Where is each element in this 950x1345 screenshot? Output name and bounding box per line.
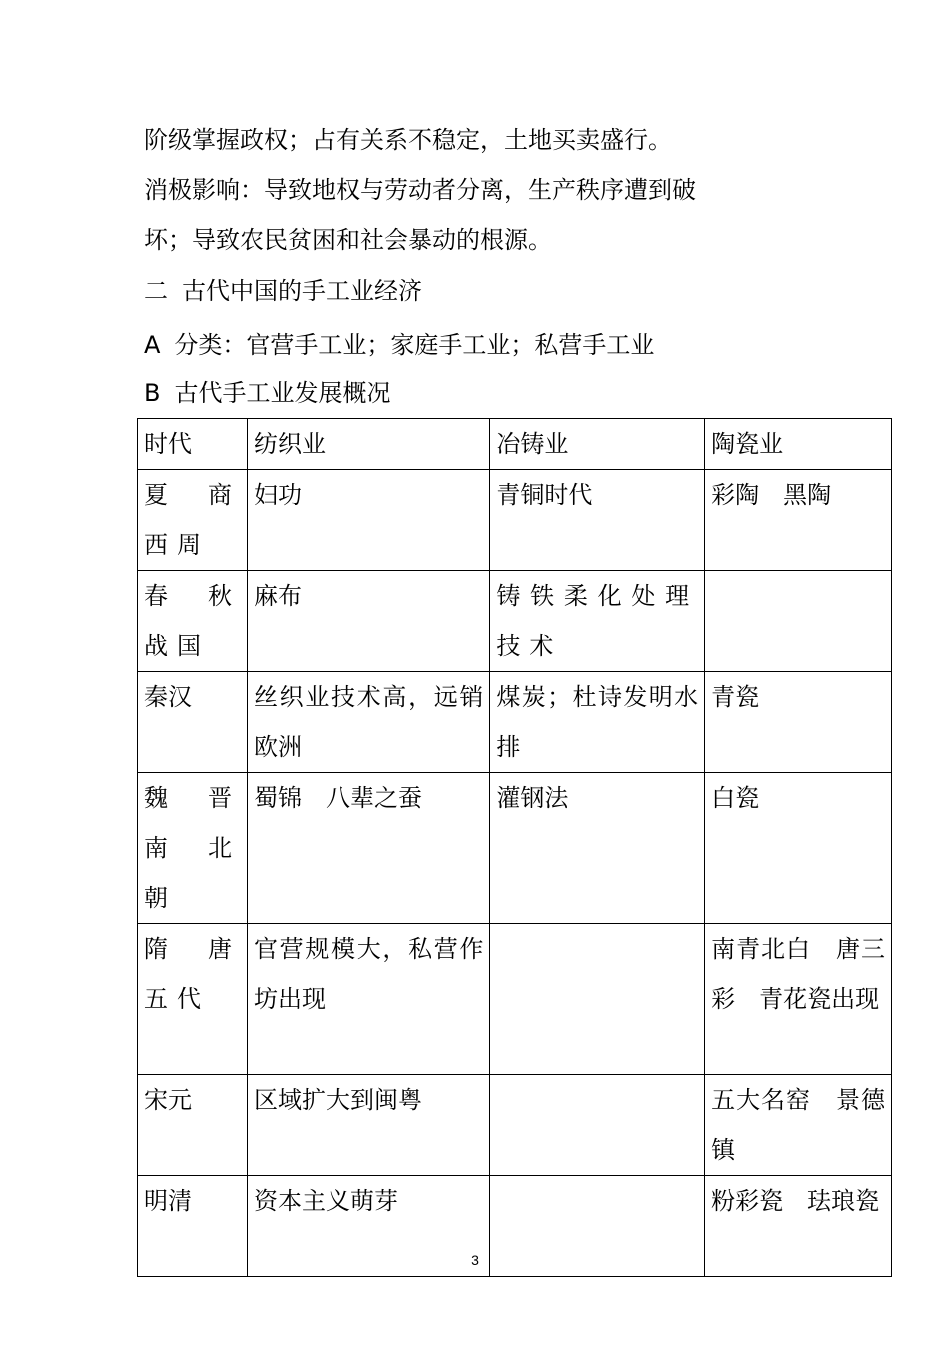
table-cell-era: 隋唐五代	[138, 924, 248, 1075]
item-b	[144, 377, 390, 409]
paragraph-line: 坏；导致农民贫困和社会暴动的根源。	[144, 226, 552, 254]
paragraph-line: 消极影响：导致地权与劳动者分离，生产秩序遭到破	[144, 176, 696, 204]
table-cell-era: 明清	[138, 1176, 248, 1277]
table-cell-era: 魏晋南北朝	[138, 773, 248, 924]
header-cell: 纺织业	[248, 419, 490, 470]
table-cell: 蜀锦 八辈之蚕	[248, 773, 490, 924]
table-header-row	[138, 419, 892, 470]
table-row	[138, 773, 892, 924]
table-cell: 青铜时代	[490, 470, 705, 571]
table-cell	[490, 924, 705, 1075]
page-number: 3	[471, 1252, 479, 1268]
table-cell-era: 春秋战国	[138, 571, 248, 672]
paragraph-line: 阶级掌握政权；占有关系不稳定，土地买卖盛行。	[144, 126, 672, 154]
table-cell-era: 夏商西周	[138, 470, 248, 571]
table-cell: 青瓷	[705, 672, 892, 773]
table-cell-era: 宋元	[138, 1075, 248, 1176]
header-cell: 陶瓷业	[705, 419, 892, 470]
table-cell: 资本主义萌芽	[248, 1176, 490, 1277]
table-cell	[490, 1075, 705, 1176]
table-row	[138, 672, 892, 773]
table-cell: 煤炭；杜诗发明水排	[490, 672, 705, 773]
table-cell: 南青北白 唐三彩 青花瓷出现	[705, 924, 892, 1075]
table-row	[138, 571, 892, 672]
table-cell: 区域扩大到闽粤	[248, 1075, 490, 1176]
table-cell: 粉彩瓷 珐琅瓷	[705, 1176, 892, 1277]
table-cell: 白瓷	[705, 773, 892, 924]
table-row	[138, 1075, 892, 1176]
section-title: 古代中国的手工业经济	[182, 277, 422, 305]
handicraft-table	[137, 418, 892, 1277]
table-cell: 灌钢法	[490, 773, 705, 924]
table-cell: 丝织业技术高，远销欧洲	[248, 672, 490, 773]
section-number: 二	[144, 277, 168, 305]
section-heading	[144, 275, 422, 307]
item-a-text: 分类：官营手工业；家庭手工业；私营手工业	[174, 331, 655, 359]
item-a	[144, 329, 654, 361]
table-cell-era: 秦汉	[138, 672, 248, 773]
table-cell: 官营规模大，私营作坊出现	[248, 924, 490, 1075]
table-cell: 麻布	[248, 571, 490, 672]
item-b-label: B	[144, 379, 161, 407]
table-cell: 彩陶 黑陶	[705, 470, 892, 571]
header-cell: 冶铸业	[490, 419, 705, 470]
table-row	[138, 470, 892, 571]
table-cell: 铸铁柔化处理技术	[490, 571, 705, 672]
table-row	[138, 924, 892, 1075]
table-cell	[705, 571, 892, 672]
table-cell: 妇功	[248, 470, 490, 571]
item-a-label: A	[144, 331, 161, 359]
item-b-text: 古代手工业发展概况	[174, 379, 391, 407]
table-cell: 五大名窑 景德镇	[705, 1075, 892, 1176]
header-cell: 时代	[138, 419, 248, 470]
